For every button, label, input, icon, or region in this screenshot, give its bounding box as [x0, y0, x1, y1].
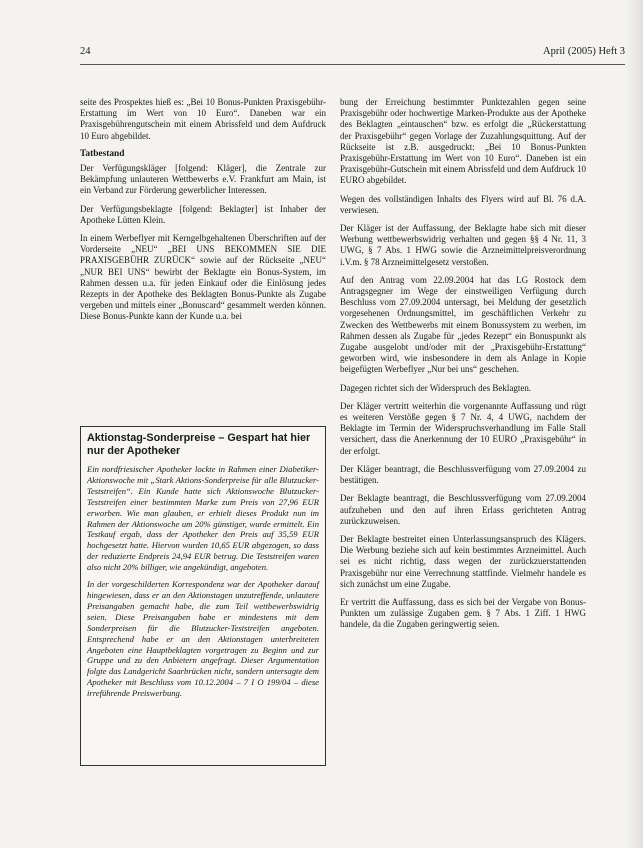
issue-label: April (2005) Heft 3: [543, 46, 625, 57]
infobox-paragraph: Ein nordfriesischer Apotheker lockte in Rahmen einer Diabetiker-Aktionswoche mit „Stark Aktions-Sonderpreise für alle Blutzucker-Teststreifen“. Ein Kunde hatte sich Aktionswoche Blutzucker-Teststreifen einer bestimmten Marke zum Preis von 27,96 EUR erworben. Wie man glauben, er erhielt dieses Produkt nun im Rahmen der Aktionswoche um 20% günstiger, wurde ermittelt. Ein Testkauf ergab, dass der Apotheker den Preis auf 35,59 EUR hochgesetzt hatte. Hiervon wurden 10,65 EUR abgezogen, so dass der reduzierte Endpreis 24,94 EUR betrug. Die Teststreifen waren also nicht 20% billiger, wie angekündigt, angeboten.: [87, 464, 319, 573]
left-column: [80, 97, 326, 330]
paragraph: Wegen des vollständigen Inhalts des Flyers wird auf Bl. 76 d.A. verwiesen.: [340, 193, 586, 215]
paragraph: Der Verfügungskläger [folgend: Kläger], die Zentrale zur Bekämpfung unlauteren Wettbewerbs e.V. Frankfurt am Main, ist ein Verband zur Förderung gewerblicher Interessen.: [80, 163, 326, 196]
right-column: [340, 97, 586, 638]
paragraph: Der Kläger beantragt, die Beschlussverfügung vom 27.09.2004 zu bestätigen.: [340, 463, 586, 486]
infobox-title: Aktionstag-Sonderpreise – Gespart hat hier nur der Apotheker: [87, 432, 311, 457]
section-heading-tatbestand: Tatbestand: [80, 148, 125, 159]
paragraph: seite des Prospektes hieß es: „Bei 10 Bonus-Punkten Praxisgebühr-Erstattung im Wert von 10 Euro“. Daneben war ein Praxisgebührengutschein mit einem Abrissfeld und dem Aufdruck 10 Euro abgebildet.: [80, 97, 326, 141]
paragraph: Der Beklagte beantragt, die Beschlussverfügung vom 27.09.2004 aufzuheben und den auf ihren Erlass gerichteten Antrag zurückzuweisen.: [340, 493, 586, 526]
paragraph: Er vertritt die Auffassung, dass es sich bei der Vergabe von Bonus-Punkten um zulässige Zugaben gem. § 7 Abs. 1 Ziff. 1 HWG handele, da die Zugaben geringwertig seien.: [340, 596, 586, 630]
paragraph: Dagegen richtet sich der Widerspruch des Beklagten.: [340, 382, 532, 393]
header-rule: [80, 64, 625, 65]
scan-edge-shadow: [625, 0, 643, 848]
paragraph: bung der Erreichung bestimmter Punktezahlen gegen seine Praxisgebühr oder hochwertige Marken-Produkte aus der Apotheke des Beklagten „eintauschen“ bzw. es erfolgt die „Rückerstattung der Praxisgebühr“ gegen Vorlage der Zuzahlungsquittung. Auf der Rückseite ist z.B. ausgedruckt: „Bei 10 Bonus-Punkten Praxisgebühr-Erstattung im Wert von 10 Euro“. Daneben ist ein Praxisgebühr-Gutschein mit einem Abrissfeld und dem Aufdruck 10 EURO abgebildet.: [340, 97, 586, 186]
infobox: [80, 426, 326, 766]
paragraph: Der Kläger ist der Auffassung, der Beklagte habe sich mit dieser Werbung wettbewerbswidrig verhalten und gegen §§ 4 Nr. 11, 3 UWG, § 7 Abs. 1 HWG sowie die Arzneimittelpreisverordnung i.V.m. § 78 Arzneimittelgesetz verstoßen.: [340, 223, 586, 267]
paragraph: Der Kläger vertritt weiterhin die vorgenannte Auffassung und rügt es weiteren Verstöße gegen § 7 Nr. 4, 4 UWG, nachdem der Beklagte im Termin der Widerspruchsverhandlung im Falle Stall versichert, dass die Anerkennung der 10 EURO „Praxisgebühr“ in der erfolgt.: [340, 400, 586, 456]
page-number: 24: [80, 46, 91, 57]
paragraph: Der Verfügungsbeklagte [folgend: Beklagter] ist Inhaber der Apotheke Lütten Klein.: [80, 203, 326, 225]
infobox-paragraph: In der vorgeschilderten Korrespondenz war der Apotheker darauf hingewiesen, dass er an den Aktionstagen unzutreffende, unlautere Preisangaben gemacht habe, die zum Teil wettbewerbswidrig seien. Diese Preisangaben habe er mindestens mit dem Sonderpreisen für die Blutzucker-Teststreifen angeboten. Entsprechend habe er an den Aktionstagen unterbreiteten Angeboten eine Hauptbeklagten vorgetragen zu Beginn und zur Gruppe und zu den Anbietern angefragt. Dieser Argumentation folgte das Landgericht Saarbrücken nicht, sondern untersagte dem Apotheker mit Beschluss vom 10.12.2004 – 7 I O 199/04 – diese irreführende Preiswerbung.: [87, 579, 319, 699]
page-header: [80, 46, 625, 62]
paragraph: In einem Werbeflyer mit Kerngelbgehaltenen Überschriften auf der Vorderseite „NEU“ „BEI UNS BEKOMMEN SIE DIE PRAXISGEBÜHR ZURÜCK“ sowie auf der Rückseite „NEU“ „NUR BEI UNS“ bewirbt der Beklagte ein Bonus-System, im Rahmen dessen u.a. für jeden Einkauf oder die Einlösung jedes Rezepts in der Apotheke des Beklagten Bonus-Punkte als Zugabe vergeben und mittels einer „Bonuscard“ gesammelt werden können. Diese Bonus-Punkte kann der Kunde u.a. bei: [80, 233, 326, 322]
paragraph: Der Beklagte bestreitet einen Unterlassungsanspruch des Klägers. Die Werbung beziehe sich auf kein bestimmtes Arzneimittel. Auch sei es nicht richtig, dass wegen der zurückzuerstattenden Praxisgebühr nur eine Verrechnung stattfinde. Vielmehr handele es sich zunächst um eine Zugabe.: [340, 533, 586, 589]
paragraph: Auf den Antrag vom 22.09.2004 hat das LG Rostock dem Antragsgegner im Wege der einstweiligen Verfügung durch Beschluss vom 27.09.2004 untersagt, bei Meldung der gesetzlich vorgesehenen Ordnungsmittel, im geschäftlichen Verkehr zu Zwecken des Wettbewerbs mit einem Bonussystem zu werben, im Rahmen dessen als Zugabe für „jedes Rezept“ ein Bonuspunkt als Zugabe ausgelobt und/oder mit der „Praxisgebühr-Erstattung“ geworben wird, wie insbesondere in dem als Anlage in Kopie beigefügten Werbeflyer „Nur bei uns“ geschehen.: [340, 274, 586, 375]
